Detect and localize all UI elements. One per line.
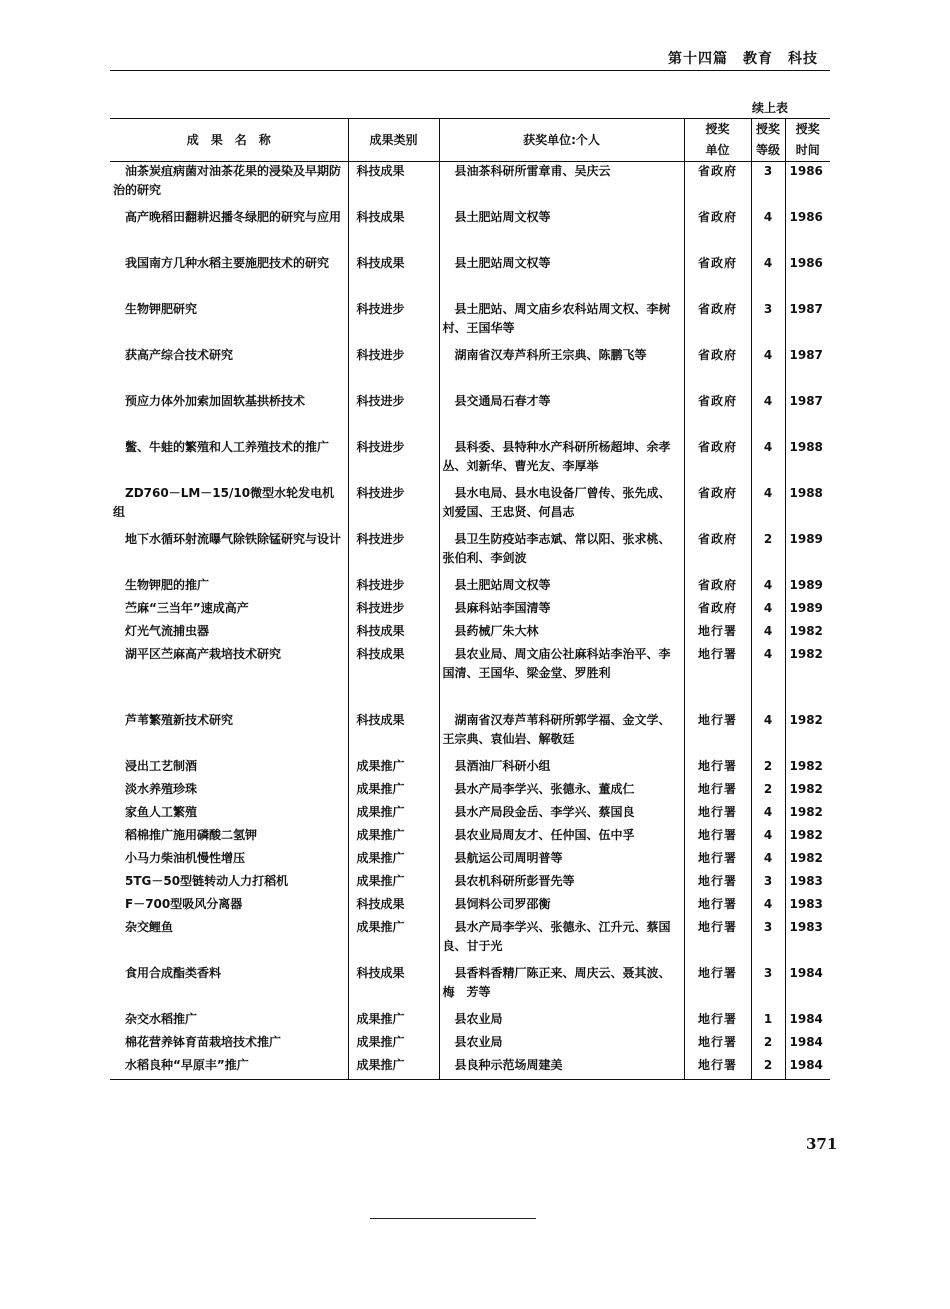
cell-unit: 县农机科研所彭晋先等 xyxy=(439,872,684,895)
col-grade-header-top: 授奖 xyxy=(751,119,785,141)
table-header xyxy=(110,119,830,162)
col-org-header-bottom: 单位 xyxy=(684,140,751,162)
table-row xyxy=(110,162,830,209)
table-row xyxy=(110,1010,830,1033)
cell-year: 1984 xyxy=(789,1012,823,1026)
cell-grade: 4 xyxy=(751,576,785,599)
cell-unit: 县农业局、周文庙公社麻科站李治平、李国清、王国华、梁金堂、罗胜利 xyxy=(439,645,684,711)
cell-org: 省政府 xyxy=(684,599,751,622)
table-row xyxy=(110,254,830,300)
cell-category: 科技成果 xyxy=(348,964,439,1010)
table-row xyxy=(110,530,830,576)
cell-unit: 湖南省汉寿芦科所王宗典、陈鹏飞等 xyxy=(439,346,684,392)
cell-category: 科技进步 xyxy=(348,438,439,484)
cell-year: 1987 xyxy=(789,348,823,362)
cell-grade: 3 xyxy=(751,300,785,346)
continued-label: 续上表 xyxy=(752,101,789,115)
cell-year: 1984 xyxy=(789,1058,823,1072)
page-header xyxy=(110,48,830,71)
cell-org: 地行署 xyxy=(684,780,751,803)
cell-year: 1988 xyxy=(789,486,823,500)
cell-org: 省政府 xyxy=(684,162,751,209)
cell-grade: 3 xyxy=(751,918,785,964)
awards-table xyxy=(110,118,830,1080)
cell-category: 科技成果 xyxy=(348,254,439,300)
table-row xyxy=(110,208,830,254)
cell-name: 杂交水稻推广 xyxy=(110,1010,348,1033)
cell-category: 科技成果 xyxy=(348,162,439,209)
cell-category: 成果推广 xyxy=(348,803,439,826)
cell-year: 1982 xyxy=(789,828,823,842)
cell-org: 地行署 xyxy=(684,645,751,711)
cell-category: 成果推广 xyxy=(348,826,439,849)
cell-year: 1982 xyxy=(789,851,823,865)
cell-grade: 2 xyxy=(751,780,785,803)
cell-org: 地行署 xyxy=(684,1033,751,1056)
cell-name: ZD760－LM－15/10微型水轮发电机组 xyxy=(110,484,348,530)
table-row xyxy=(110,711,830,757)
cell-unit: 县土肥站周文权等 xyxy=(439,208,684,254)
cell-unit: 县水产局李学兴、张德永、董成仁 xyxy=(439,780,684,803)
cell-grade: 4 xyxy=(751,711,785,757)
cell-grade: 1 xyxy=(751,1010,785,1033)
table-row xyxy=(110,964,830,1010)
cell-year: 1987 xyxy=(789,302,823,316)
cell-name: 小马力柴油机慢性增压 xyxy=(110,849,348,872)
cell-year: 1987 xyxy=(789,394,823,408)
cell-name: 油茶炭疽病菌对油茶花果的浸染及早期防治的研究 xyxy=(110,162,348,209)
cell-grade: 4 xyxy=(751,254,785,300)
cell-name: 杂交鲤鱼 xyxy=(110,918,348,964)
table-row xyxy=(110,872,830,895)
table-row xyxy=(110,645,830,711)
cell-category: 成果推广 xyxy=(348,1010,439,1033)
cell-unit: 县航运公司周明普等 xyxy=(439,849,684,872)
col-year-header-top: 授奖 xyxy=(795,122,820,136)
table-row xyxy=(110,826,830,849)
cell-unit: 县油茶科研所雷章甫、吴庆云 xyxy=(439,162,684,209)
cell-unit: 县水产局李学兴、张德永、江升元、蔡国良、甘于光 xyxy=(439,918,684,964)
cell-org: 省政府 xyxy=(684,576,751,599)
table-row xyxy=(110,484,830,530)
cell-category: 成果推广 xyxy=(348,849,439,872)
cell-grade: 4 xyxy=(751,438,785,484)
cell-grade: 3 xyxy=(751,964,785,1010)
cell-grade: 3 xyxy=(751,162,785,209)
cell-unit: 县饲料公司罗邵衡 xyxy=(439,895,684,918)
table-row xyxy=(110,438,830,484)
table-row xyxy=(110,576,830,599)
cell-category: 科技成果 xyxy=(348,208,439,254)
cell-unit: 县药械厂朱大林 xyxy=(439,622,684,645)
cell-unit: 县良种示范场周建美 xyxy=(439,1056,684,1080)
cell-org: 地行署 xyxy=(684,757,751,780)
cell-unit: 县农业局 xyxy=(439,1010,684,1033)
cell-name: 预应力体外加索加固软基拱桥技术 xyxy=(110,392,348,438)
cell-unit: 县麻科站李国清等 xyxy=(439,599,684,622)
cell-year: 1982 xyxy=(789,624,823,638)
cell-year: 1982 xyxy=(789,647,823,661)
cell-year: 1986 xyxy=(789,164,823,178)
cell-grade: 4 xyxy=(751,803,785,826)
table-row xyxy=(110,757,830,780)
table-row xyxy=(110,599,830,622)
cell-org: 地行署 xyxy=(684,918,751,964)
cell-unit: 县卫生防疫站李志斌、常以阳、张求桃、张伯利、李剑波 xyxy=(439,530,684,576)
cell-unit: 县农业局周友才、任仲国、伍中孚 xyxy=(439,826,684,849)
cell-year: 1983 xyxy=(789,897,823,911)
table-row xyxy=(110,1056,830,1080)
chapter-title: 第十四篇 教育 科技 xyxy=(668,51,818,67)
table-row xyxy=(110,849,830,872)
table-row xyxy=(110,622,830,645)
cell-unit: 县交通局石春才等 xyxy=(439,392,684,438)
cell-org: 地行署 xyxy=(684,1010,751,1033)
cell-year: 1989 xyxy=(789,601,823,615)
cell-unit: 县土肥站周文权等 xyxy=(439,254,684,300)
cell-org: 省政府 xyxy=(684,392,751,438)
col-org-header-top: 授奖 xyxy=(684,119,751,141)
cell-year: 1986 xyxy=(789,256,823,270)
cell-category: 成果推广 xyxy=(348,780,439,803)
table-row xyxy=(110,392,830,438)
cell-org: 省政府 xyxy=(684,346,751,392)
cell-grade: 2 xyxy=(751,530,785,576)
cell-name: 生物钾肥的推广 xyxy=(110,576,348,599)
cell-year: 1982 xyxy=(789,713,823,727)
cell-grade: 4 xyxy=(751,599,785,622)
cell-year: 1982 xyxy=(789,805,823,819)
cell-year: 1984 xyxy=(789,966,823,980)
cell-name: 湖平区苎麻高产栽培技术研究 xyxy=(110,645,348,711)
cell-org: 地行署 xyxy=(684,622,751,645)
cell-unit: 县农业局 xyxy=(439,1033,684,1056)
table-row xyxy=(110,346,830,392)
cell-name: 芦苇繁殖新技术研究 xyxy=(110,711,348,757)
cell-year: 1982 xyxy=(789,782,823,796)
cell-org: 省政府 xyxy=(684,530,751,576)
cell-category: 成果推广 xyxy=(348,1056,439,1080)
cell-category: 成果推广 xyxy=(348,757,439,780)
cell-category: 科技进步 xyxy=(348,484,439,530)
cell-org: 省政府 xyxy=(684,208,751,254)
cell-category: 科技进步 xyxy=(348,530,439,576)
cell-org: 省政府 xyxy=(684,438,751,484)
cell-org: 地行署 xyxy=(684,826,751,849)
cell-name: 生物钾肥研究 xyxy=(110,300,348,346)
cell-unit: 县酒油厂科研小组 xyxy=(439,757,684,780)
cell-name: 浸出工艺制酒 xyxy=(110,757,348,780)
col-category-header: 成果类别 xyxy=(348,119,439,162)
col-year-header-bottom: 时间 xyxy=(785,140,830,162)
cell-grade: 2 xyxy=(751,757,785,780)
cell-category: 成果推广 xyxy=(348,918,439,964)
cell-category: 科技成果 xyxy=(348,622,439,645)
cell-category: 科技成果 xyxy=(348,711,439,757)
table-body xyxy=(110,162,830,1080)
cell-name: 鳖、牛蛙的繁殖和人工养殖技术的推广 xyxy=(110,438,348,484)
cell-name: 水稻良种“早原丰”推广 xyxy=(110,1056,348,1080)
cell-grade: 4 xyxy=(751,484,785,530)
cell-org: 地行署 xyxy=(684,849,751,872)
cell-grade: 4 xyxy=(751,826,785,849)
cell-grade: 3 xyxy=(751,872,785,895)
cell-category: 科技进步 xyxy=(348,346,439,392)
cell-unit: 湖南省汉寿芦苇科研所郭学福、金文学、王宗典、袁仙岩、解敬廷 xyxy=(439,711,684,757)
cell-org: 省政府 xyxy=(684,254,751,300)
cell-year: 1984 xyxy=(789,1035,823,1049)
cell-category: 科技进步 xyxy=(348,300,439,346)
cell-name: 淡水养殖珍珠 xyxy=(110,780,348,803)
cell-unit: 县科委、县特种水产科研所杨超坤、余孝丛、刘新华、曹光友、李厚举 xyxy=(439,438,684,484)
table-row xyxy=(110,1033,830,1056)
cell-category: 科技进步 xyxy=(348,576,439,599)
cell-category: 科技进步 xyxy=(348,392,439,438)
cell-name: 家鱼人工繁殖 xyxy=(110,803,348,826)
cell-name: 稻棉推广施用磷酸二氢钾 xyxy=(110,826,348,849)
cell-year: 1986 xyxy=(789,210,823,224)
cell-grade: 4 xyxy=(751,346,785,392)
page-number: 371 xyxy=(806,1135,838,1153)
cell-grade: 4 xyxy=(751,622,785,645)
cell-grade: 4 xyxy=(751,645,785,711)
cell-year: 1983 xyxy=(789,920,823,934)
cell-grade: 2 xyxy=(751,1033,785,1056)
footer-divider xyxy=(370,1218,536,1219)
cell-category: 科技成果 xyxy=(348,895,439,918)
cell-org: 地行署 xyxy=(684,711,751,757)
cell-category: 科技进步 xyxy=(348,599,439,622)
cell-grade: 4 xyxy=(751,849,785,872)
cell-unit: 县土肥站周文权等 xyxy=(439,576,684,599)
cell-grade: 4 xyxy=(751,392,785,438)
cell-name: 地下水循环射流曝气除铁除锰研究与设计 xyxy=(110,530,348,576)
cell-name: 5TG－50型链转动人力打稻机 xyxy=(110,872,348,895)
cell-year: 1988 xyxy=(789,440,823,454)
cell-org: 省政府 xyxy=(684,300,751,346)
cell-unit: 县土肥站、周文庙乡农科站周文权、李树村、王国华等 xyxy=(439,300,684,346)
cell-name: 食用合成酯类香料 xyxy=(110,964,348,1010)
cell-name: 棉花营养钵育苗栽培技术推广 xyxy=(110,1033,348,1056)
table-row xyxy=(110,780,830,803)
cell-category: 成果推广 xyxy=(348,1033,439,1056)
cell-year: 1983 xyxy=(789,874,823,888)
cell-unit: 县水产局段金岳、李学兴、蔡国良 xyxy=(439,803,684,826)
cell-org: 地行署 xyxy=(684,1056,751,1080)
cell-name: F－700型吸风分离器 xyxy=(110,895,348,918)
cell-unit: 县水电局、县水电设备厂曾传、张先成、刘爱国、王忠贤、何昌志 xyxy=(439,484,684,530)
col-unit-header: 获奖单位:个人 xyxy=(439,119,684,162)
cell-grade: 4 xyxy=(751,208,785,254)
cell-grade: 4 xyxy=(751,895,785,918)
col-name-header: 成 果 名 称 xyxy=(110,119,348,162)
cell-org: 地行署 xyxy=(684,964,751,1010)
cell-year: 1989 xyxy=(789,532,823,546)
cell-grade: 2 xyxy=(751,1056,785,1080)
table-row xyxy=(110,895,830,918)
cell-unit: 县香料香精厂陈正来、周庆云、聂其波、梅 芳等 xyxy=(439,964,684,1010)
cell-org: 地行署 xyxy=(684,895,751,918)
cell-name: 高产晚稻田翻耕迟播冬绿肥的研究与应用 xyxy=(110,208,348,254)
cell-name: 苎麻“三当年”速成高产 xyxy=(110,599,348,622)
cell-category: 成果推广 xyxy=(348,872,439,895)
table-row xyxy=(110,918,830,964)
table-row xyxy=(110,300,830,346)
cell-name: 获高产综合技术研究 xyxy=(110,346,348,392)
cell-year: 1982 xyxy=(789,759,823,773)
cell-name: 灯光气流捕虫器 xyxy=(110,622,348,645)
cell-category: 科技成果 xyxy=(348,645,439,711)
table-row xyxy=(110,803,830,826)
cell-org: 地行署 xyxy=(684,872,751,895)
col-grade-header-bottom: 等级 xyxy=(751,140,785,162)
cell-year: 1989 xyxy=(789,578,823,592)
cell-name: 我国南方几种水稻主要施肥技术的研究 xyxy=(110,254,348,300)
cell-org: 省政府 xyxy=(684,484,751,530)
cell-org: 地行署 xyxy=(684,803,751,826)
